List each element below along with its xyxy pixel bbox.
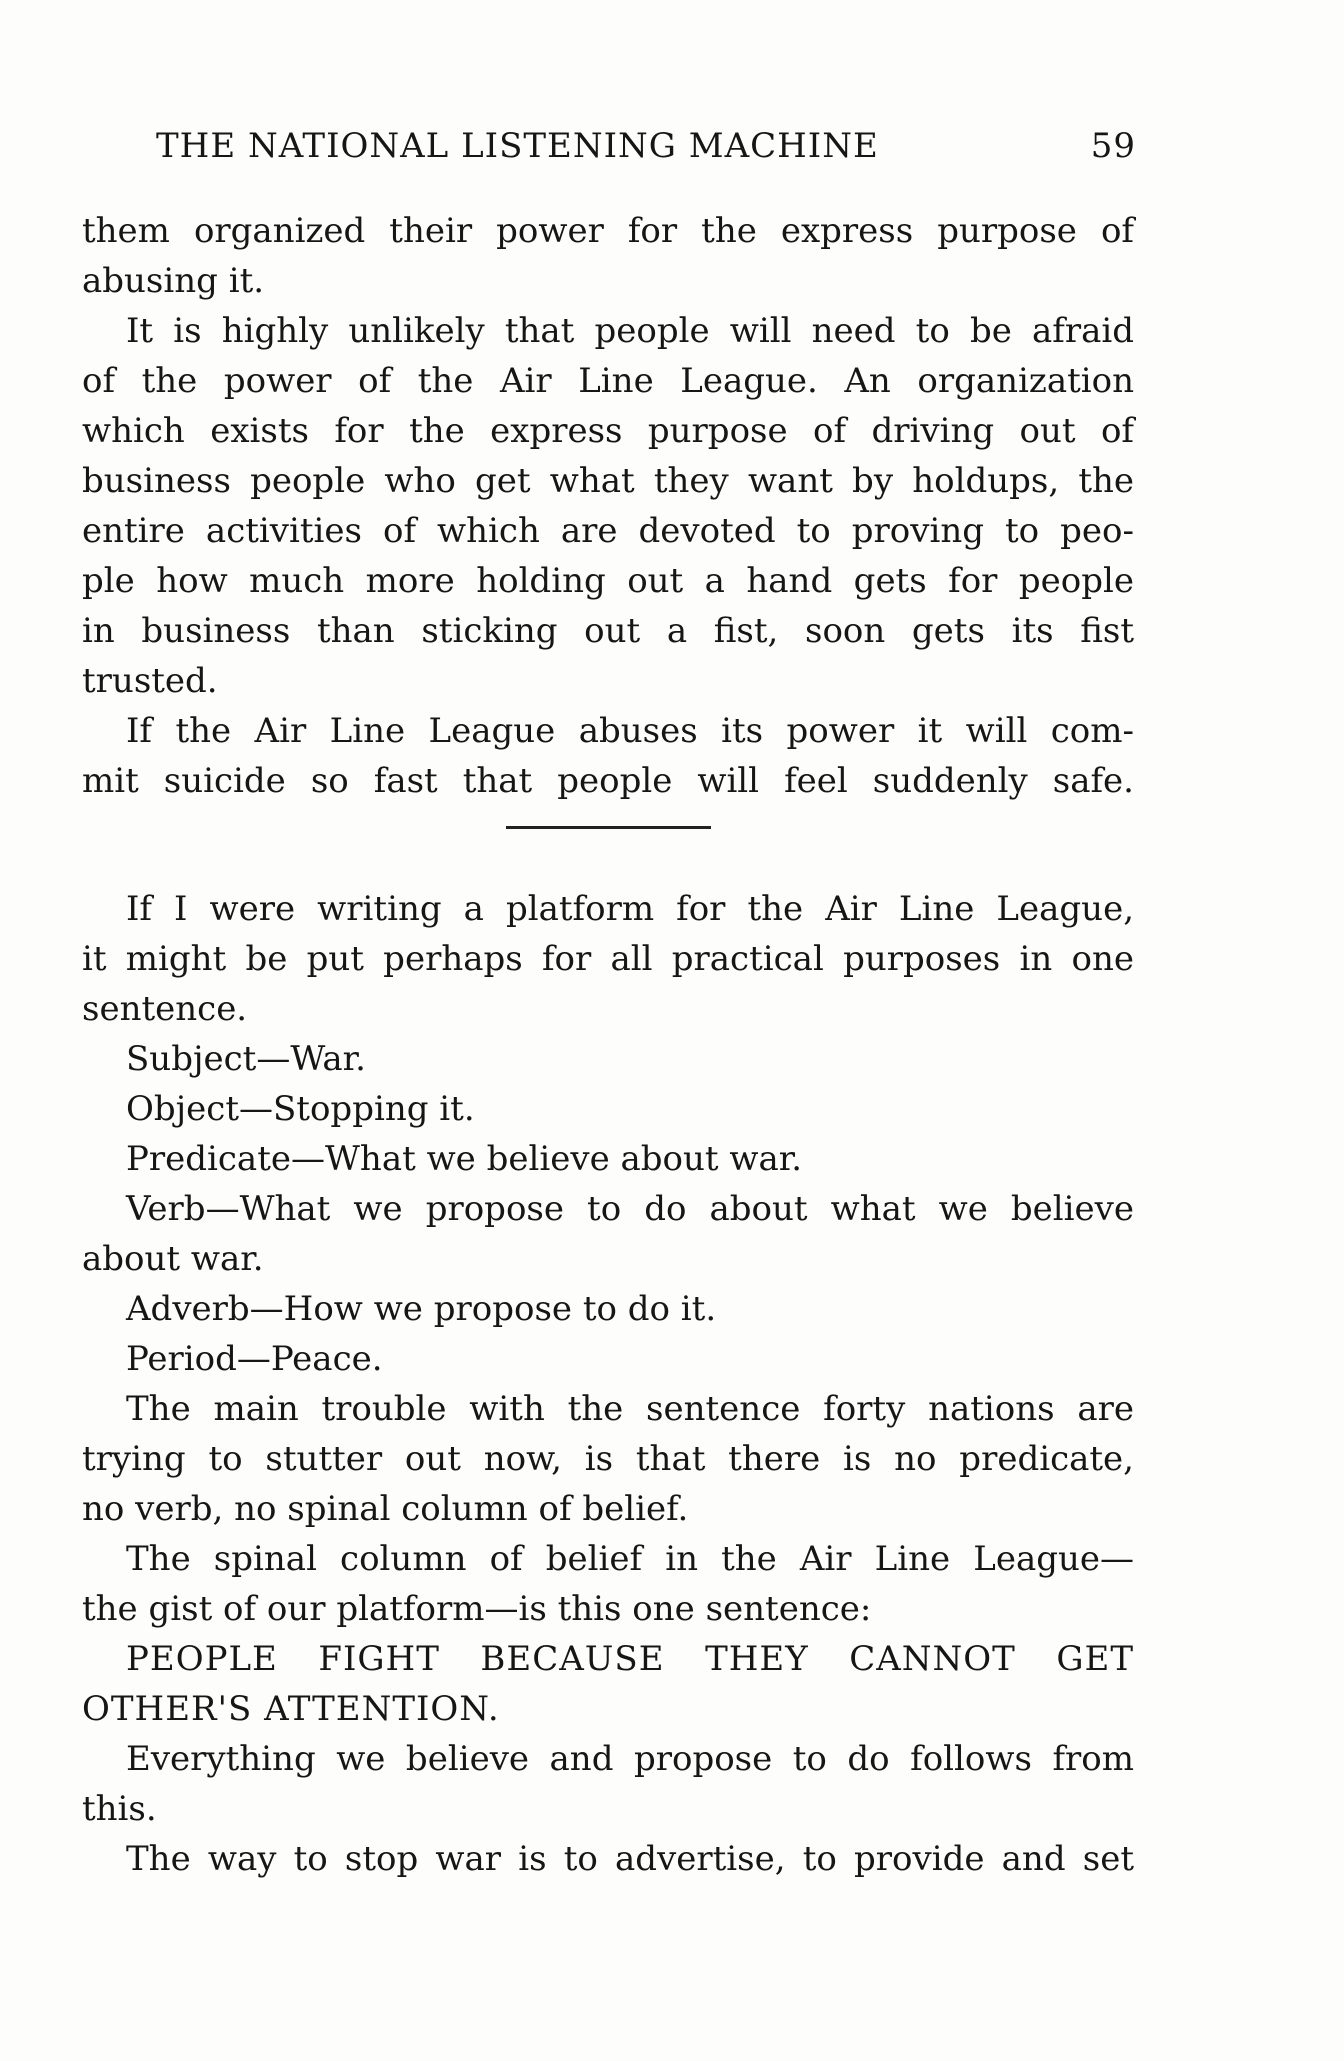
text-line: The spinal column of belief in the Air Line League— <box>126 1539 1134 1579</box>
text-line: Object—Stopping it. <box>126 1089 475 1129</box>
running-title: THE NATIONAL LISTENING MACHINE <box>156 126 879 166</box>
text-line: sentence. <box>82 989 248 1029</box>
text-line: OTHER'S ATTENTION. <box>82 1689 500 1729</box>
body-text <box>82 206 1134 1884</box>
text-line: abusing it. <box>82 261 265 301</box>
text-line: trying to stutter out now, is that there is no predicate, <box>82 1439 1134 1479</box>
page-header <box>156 126 1136 172</box>
text-line: no verb, no spinal column of belief. <box>82 1489 689 1529</box>
text-line: The main trouble with the sentence forty nations are <box>126 1389 1134 1429</box>
text-line: the gist of our platform—is this one sentence: <box>82 1589 872 1629</box>
text-line: The way to stop war is to advertise, to provide and set <box>126 1839 1134 1879</box>
text-line: business people who get what they want by holdups, the <box>82 461 1134 501</box>
text-line: PEOPLE FIGHT BECAUSE THEY CANNOT GET <box>126 1639 1134 1679</box>
text-line: this. <box>82 1789 157 1829</box>
text-line: Everything we believe and propose to do follows from <box>126 1739 1134 1779</box>
text-line: mit suicide so fast that people will feel suddenly safe. <box>82 761 1134 801</box>
text-line: of the power of the Air Line League. An organization <box>82 361 1134 401</box>
text-line: Predicate—What we believe about war. <box>126 1139 803 1179</box>
text-line: If the Air Line League abuses its power it will com- <box>126 711 1134 751</box>
text-line: which exists for the express purpose of driving out of <box>82 411 1134 451</box>
text-line: Subject—War. <box>126 1039 366 1079</box>
section-divider-wrap <box>82 806 1134 884</box>
page-number: 59 <box>1090 126 1136 166</box>
text-line: Adverb—How we propose to do it. <box>126 1289 717 1329</box>
text-line: entire activities of which are devoted to proving to peo- <box>82 511 1134 551</box>
text-line: If I were writing a platform for the Air Line League, <box>126 889 1134 929</box>
text-line: Verb—What we propose to do about what we believe <box>126 1189 1134 1229</box>
text-line: It is highly unlikely that people will need to be afraid <box>126 311 1134 351</box>
text-line: about war. <box>82 1239 264 1279</box>
text-line: ple how much more holding out a hand gets for people <box>82 561 1134 601</box>
text-line: trusted. <box>82 661 218 701</box>
text-line: them organized their power for the express purpose of <box>82 211 1134 251</box>
text-line: it might be put perhaps for all practical purposes in one <box>82 939 1134 979</box>
text-line: Period—Peace. <box>126 1339 383 1379</box>
text-line: in business than sticking out a fist, soon gets its fist <box>82 611 1134 651</box>
section-divider <box>506 826 711 829</box>
